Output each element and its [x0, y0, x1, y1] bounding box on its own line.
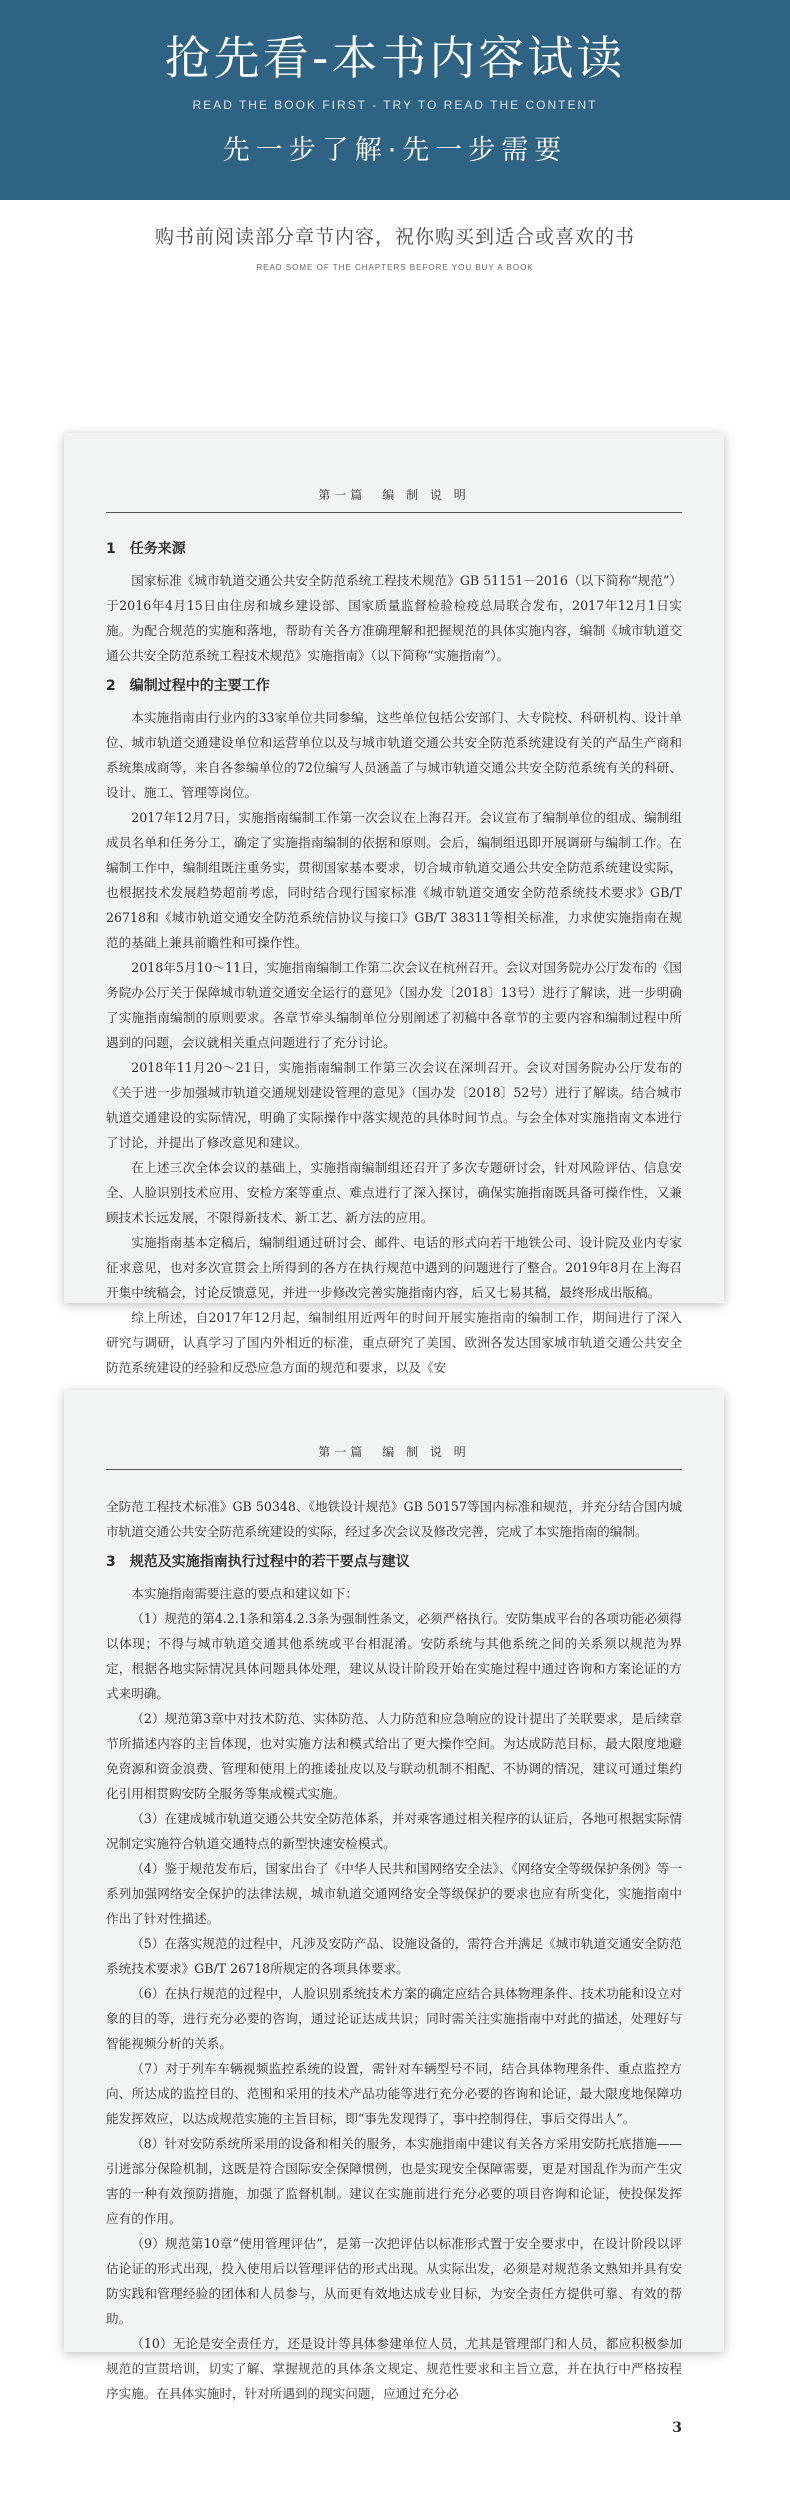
paragraph: 2017年12月7日，实施指南编制工作第一次会议在上海召开。会议宣布了编制单位的组成、编制组成员名单和任务分工，确定了实施指南编制的依据和原则。会后，编制组迅即开展调研与编制工作。在编制工作中，编制组既注重务实，贯彻国家基本要求，切合城市轨道交通公共安全防范系统建设实际，也根据技术发展趋势超前考虑，同时结合现行国家标准《城市轨道交通安全防范系统技术要求》GB/T 26718和《城市轨道交通安全防范系统信协议与接口》GB/T 38311等相关标准，力求使实施指南在规范的基础上兼具前瞻性和可操作性。 [106, 810, 682, 950]
list-item: （3）在建成城市轨道交通公共安全防范体系，并对乘客通过相关程序的认证后，各地可根据实际情况制定实施符合轨道交通特点的新型快速安检模式。 [106, 1811, 682, 1851]
running-head: 第一篇 编 制 说 明 [106, 1440, 682, 1470]
paragraph: 国家标准《城市轨道交通公共安全防范系统工程技术规范》GB 51151－2016（以下简称“规范”）于2016年4月15日由住房和城乡建设部、国家质量监督检验检疫总局联合发布，2017年12月1日实施。为配合规范的实施和落地，帮助有关各方准确理解和把握规范的具体实施内容，编制《城市轨道交通公共安全防范系统工程技术规范》实施指南》（以下简称“实施指南”）。 [106, 573, 682, 663]
book-page-2 [64, 433, 724, 1375]
list-item: （9）规范第10章“使用管理评估”，是第一次把评估以标准形式置于安全要求中，在设计阶段以评估论证的形式出现，投入使用后以管理评估的形式出现。从实际出发，必须是对规范条文熟知并具有安防实践和管理经验的团体和人员参与，从而更有效地达成专业目标，为安全责任方提供可靠、有效的帮助。 [106, 2236, 682, 2326]
paragraph: 本实施指南需要注意的要点和建议如下： [131, 1586, 358, 1601]
banner-title: 抢先看-本书内容试读 [164, 31, 626, 85]
section-3-title: 3 规范及实施指南执行过程中的若干要点与建议 [106, 1554, 410, 1570]
paragraph: 在上述三次全体会议的基础上，实施指南编制组还召开了多次专题研讨会，针对风险评估、信息安全、人脸识别技术应用、安检方案等重点、难点进行了深入探讨，确保实施指南既具备可操作性，又兼顾技术长远发展，不限得新技术、新工艺、新方法的应用。 [106, 1160, 682, 1225]
running-head: 第一篇 编 制 说 明 [106, 483, 682, 513]
intro-text-zh: 购书前阅读部分章节内容，祝你购买到适合或喜欢的书 [154, 226, 635, 248]
list-item: （5）在落实规范的过程中，凡涉及安防产品、设施设备的，需符合并满足《城市轨道交通安全防范系统技术要求》GB/T 26718所规定的各项具体要求。 [106, 1936, 682, 1976]
paragraph: 全防范工程技术标准》GB 50348、《地铁设计规范》GB 50157等国内标准和规范，并充分结合国内城市轨道交通公共安全防范系统建设的实际，经过多次会议及修改完善，完成了本实施指南的编制。 [106, 1499, 682, 1539]
paragraph: 2018年5月10～11日，实施指南编制工作第二次会议在杭州召开。会议对国务院办公厅发布的《国务院办公厅关于保障城市轨道交通安全运行的意见》（国办发〔2018〕13号）进行了解读，进一步明确了实施指南编制的原则要求。各章节牵头编制单位分别阐述了初稿中各章节的主要内容和编制过程中所遇到的问题，会议就相关重点问题进行了充分讨论。 [106, 960, 682, 1050]
banner-subtitle-en: READ THE BOOK FIRST - TRY TO READ THE CONTENT [192, 98, 598, 112]
section-1-title: 1 任务来源 [106, 541, 186, 557]
list-item: （10）无论是安全责任方，还是设计等具体参建单位人员，尤其是管理部门和人员，都应积极参加规范的宣贯培训，切实了解、掌握规范的具体条文规定、规范性要求和主旨立意，并在执行中严格按程序实施。在具体实施时，针对所遇到的现实问题，应通过充分必 [106, 2336, 682, 2401]
list-item: （2）规范第3章中对技术防范、实体防范、人力防范和应急响应的设计提出了关联要求，是后续章节所描述内容的主旨体现，也对实施方法和模式给出了更大操作空间。为达成防范目标，最大限度地避免资源和资金浪费、管理和使用上的推诿扯皮以及与联动机制不相配、不协调的情况，建议可通过集约化引用相贯购安防全服务等集成模式实施。 [106, 1711, 682, 1801]
paragraph: 2018年11月20～21日，实施指南编制工作第三次会议在深圳召开。会议对国务院办公厅发布的《关于进一步加强城市轨道交通规划建设管理的意见》（国办发〔2018〕52号）进行了解读。结合城市轨道交通建设的实际情况，明确了实际操作中落实规范的具体时间节点。与会全体对实施指南文本进行了讨论，并提出了修改意见和建议。 [106, 1060, 682, 1150]
list-item: （4）鉴于规范发布后，国家出台了《中华人民共和国网络安全法》、《网络安全等级保护条例》等一系列加强网络安全保护的法律法规，城市轨道交通网络安全等级保护的要求也应有所变化，实施指南中作出了针对性描述。 [106, 1861, 682, 1926]
list-item: （6）在执行规范的过程中，人脸识别系统技术方案的确定应结合具体物理条件、技术功能和设立对象的目的等，进行充分必要的咨询，通过论证达成共识；同时需关注实施指南中对此的描述，处理好与智能视频分析的关系。 [106, 1986, 682, 2051]
list-item: （1）规范的第4.2.1条和第4.2.3条为强制性条文，必须严格执行。安防集成平台的各项功能必须得以体现；不得与城市轨道交通其他系统或平台相混淆。安防系统与其他系统之间的关系须以规范为界定，根据各地实际情况具体问题具体处理，建议从设计阶段开始在实施过程中通过咨询和方案论证的方式来明确。 [106, 1611, 682, 1701]
page-number: 3 [672, 2420, 682, 2436]
list-item: （8）针对安防系统所采用的设备和相关的服务，本实施指南中建议有关各方采用安防托底措施——引进部分保险机制，这既是符合国际安全保障惯例，也是实现安全保障需要，更是对国乱作为而产生灾害的一种有效预防措施，加强了监督机制。建议在实施前进行充分必要的项目咨询和论证，使投保发挥应有的作用。 [106, 2136, 682, 2226]
list-item: （7）对于列车车辆视频监控系统的设置，需针对车辆型号不同，结合具体物理条件、重点监控方向、所达成的监控目的、范围和采用的技术产品功能等进行充分必要的咨询和论证，最大限度地保障功能发挥效应，以达成规范实施的主旨目标，即“事先发现得了，事中控制得住，事后交得出人”。 [106, 2061, 682, 2126]
header-banner [0, 0, 790, 200]
intro-section [0, 200, 790, 440]
intro-text-en: READ SOME OF THE CHAPTERS BEFORE YOU BUY A BOOK [256, 263, 534, 272]
paragraph: 实施指南基本定稿后，编制组通过研讨会、邮件、电话的形式向若干地铁公司、设计院及业内专家征求意见，也对多次宣贯会上所得到的各方在执行规范中遇到的问题进行了整合。2019年8月在上海召开集中统稿会，讨论反馈意见，并进一步修改完善实施指南内容，后又七易其稿，最终形成出版稿。 [106, 1235, 682, 1300]
book-page-3 [64, 1390, 724, 2436]
paragraph: 本实施指南由行业内的33家单位共同参编，这些单位包括公安部门、大专院校、科研机构、设计单位、城市轨道交通建设单位和运营单位以及与城市轨道交通公共安全防范系统建设有关的产品生产商和系统集成商等，来自各参编单位的72位编写人员涵盖了与城市轨道交通公共安全防范系统有关的科研、设计、施工、管理等岗位。 [106, 710, 682, 800]
banner-subtitle-zh: 先一步了解·先一步需要 [222, 135, 568, 166]
paragraph: 综上所述，自2017年12月起，编制组用近两年的时间开展实施指南的编制工作，期间进行了深入研究与调研，认真学习了国内外相近的标准，重点研究了美国、欧洲各发达国家城市轨道交通公共安全防范系统建设的经验和反恐应急方面的规范和要求，以及《安 [106, 1310, 682, 1375]
section-2-title: 2 编制过程中的主要工作 [106, 678, 270, 694]
